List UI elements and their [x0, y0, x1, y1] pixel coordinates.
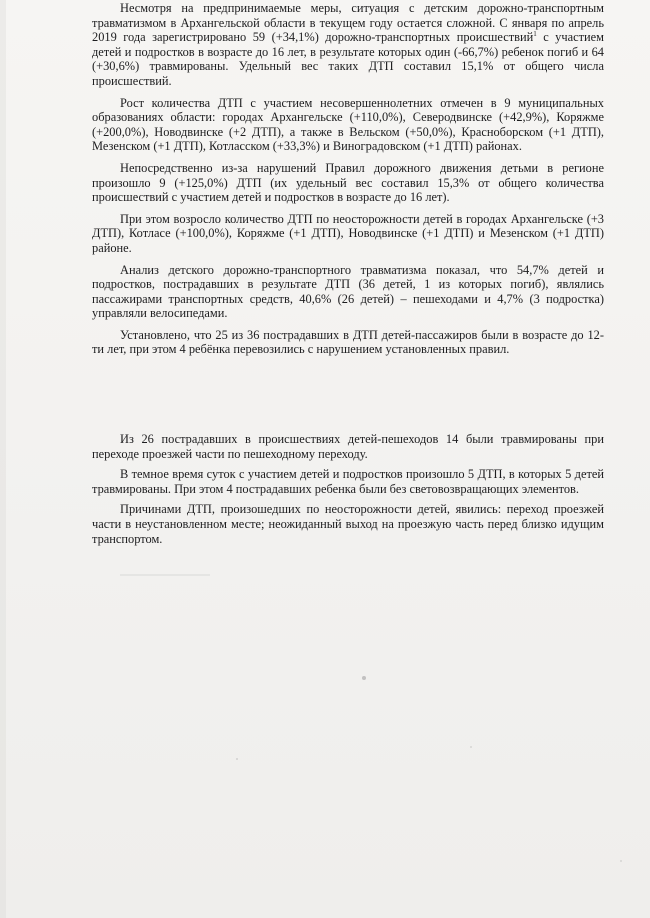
- scan-artifact: [120, 574, 210, 576]
- text-block-bottom: [92, 432, 604, 552]
- scan-speck: [620, 860, 622, 862]
- paragraph-situation: Несмотря на предпринимаемые меры, ситуация с детским дорожно-транспортным травматизмом в Архангельской области в текущем году остается сложной. С января по апрель 2019 года зарегистрировано 59 (+34,1%) дорожно-транспортных происшествий$^1$ с участием детей и подростков в возрасте до 16 лет, в результате которых один (-66,7%) ребенок погиб и 64 (+30,6%) травмированы. Удельный вес таких ДТП составил 15,1% от общего числа происшествий.: [92, 1, 604, 88]
- scan-speck: [236, 758, 238, 760]
- paragraph-analysis: Анализ детского дорожно-транспортного травматизма показал, что 54,7% детей и подростков, пострадавших в результате ДТП (36 детей, 1 из которых погиб), являлись пассажирами транспортных средств, 40,6% (26 детей) – пешеходами и 4,7% (3 подростка) управляли велосипедами.: [92, 262, 604, 321]
- paragraph-passengers: Установлено, что 25 из 36 пострадавших в ДТП детей-пассажиров были в возрасте до 12-ти лет, при этом 4 ребёнка перевозились с нарушением установленных правил.: [92, 327, 604, 357]
- scan-artifact: [0, 0, 6, 918]
- text-block-top: [92, 1, 604, 364]
- paragraph-carelessness: При этом возросло количество ДТП по неосторожности детей в городах Архангельске (+3 ДТП), Котласе (+100,0%), Коряжме (+1 ДТП), Новодвинске (+1 ДТП) и Мезенском (+1 ДТП) районе.: [92, 211, 604, 255]
- scan-speck: [470, 746, 472, 748]
- paragraph-causes: Причинами ДТП, произошедших по неосторожности детей, явились: переход проезжей части в неустановленном месте; неожиданный выход на проезжую часть перед близко идущим транспортом.: [92, 502, 604, 546]
- paragraph-municipalities: Рост количества ДТП с участием несовершеннолетних отмечен в 9 муниципальных образованиях области: городах Архангельске (+110,0%), Северодвинске (+42,9%), Коряжме (+200,0%), Новодвинске (+2 ДТП), а также в Вельском (+50,0%), Красноборском (+1 ДТП), Мезенском (+1 ДТП), Котласском (+33,3%) и Виноградовском (+1 ДТП) районах.: [92, 95, 604, 154]
- paragraph-darkness: В темное время суток с участием детей и подростков произошло 5 ДТП, в которых 5 детей травмированы. При этом 4 пострадавших ребенка были без световозвращающих элементов.: [92, 467, 604, 496]
- footnote-marker: 1: [533, 30, 537, 39]
- scan-speck: [362, 676, 366, 680]
- paragraph-violations: Непосредственно из-за нарушений Правил дорожного движения детьми в регионе произошло 9 (+125,0%) ДТП (их удельный вес составил 15,3% от общего количества происшествий с участием детей и подростков в возрасте до 16 лет).: [92, 160, 604, 205]
- paragraph-pedestrians: Из 26 пострадавших в происшествиях детей-пешеходов 14 были травмированы при переходе проезжей части по пешеходному переходу.: [92, 432, 604, 461]
